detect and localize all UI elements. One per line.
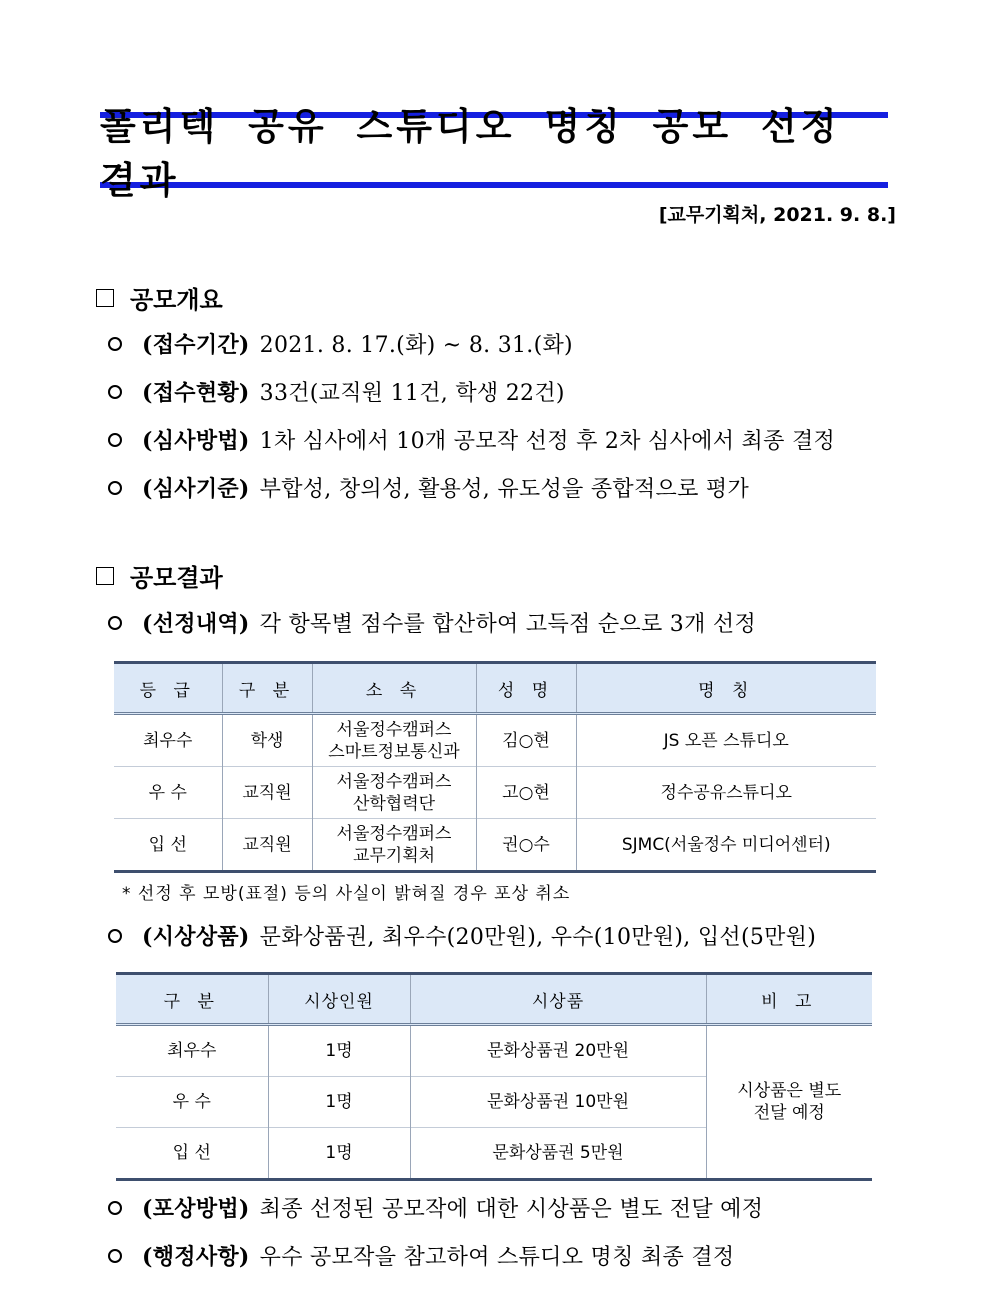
overview-item xyxy=(108,424,835,455)
header-affiliation: 소 속 xyxy=(312,663,476,714)
circle-bullet-icon xyxy=(108,385,122,399)
section-results xyxy=(96,558,223,593)
cell-name: 고○현 xyxy=(476,767,576,819)
item-label: (선정내역) xyxy=(142,611,250,637)
cell-title: 정수공유스튜디오 xyxy=(576,767,876,819)
affiliation-line: 서울정수캠퍼스 xyxy=(336,823,452,844)
circle-bullet-icon xyxy=(108,616,122,630)
header-remark: 비 고 xyxy=(706,974,872,1025)
footnote: * 선정 후 모방(표절) 등의 사실이 밝혀질 경우 포상 취소 xyxy=(122,884,571,904)
table-header-row xyxy=(116,974,872,1025)
circle-bullet-icon xyxy=(108,433,122,447)
item-text: 우수 공모작을 참고하여 스튜디오 명칭 최종 결정 xyxy=(259,1245,735,1270)
table-row xyxy=(114,819,876,872)
cell-prize: 문화상품권 10만원 xyxy=(410,1077,706,1128)
cell-category: 교직원 xyxy=(222,767,312,819)
cell-count: 1명 xyxy=(268,1025,410,1077)
table-row xyxy=(116,1025,872,1077)
prize-table xyxy=(116,972,872,1181)
circle-bullet-icon xyxy=(108,1249,122,1263)
item-text: 부합성, 창의성, 활용성, 유도성을 종합적으로 평가 xyxy=(259,477,750,502)
item-text: 최종 선정된 공모작에 대한 시상품은 별도 전달 예정 xyxy=(259,1197,764,1222)
cell-grade: 최우수 xyxy=(114,714,222,767)
header-category: 구 분 xyxy=(116,974,268,1025)
cell-title: SJMC(서울정수 미디어센터) xyxy=(576,819,876,872)
overview-item xyxy=(108,328,573,359)
section-overview xyxy=(96,280,223,315)
item-text: 2021. 8. 17.(화) ~ 8. 31.(화) xyxy=(259,333,573,358)
item-text: 33건(교직원 11건, 학생 22건) xyxy=(259,381,565,406)
square-bullet-icon xyxy=(96,289,114,307)
admin-item xyxy=(108,1240,734,1271)
selection-item xyxy=(108,607,756,638)
item-text: 각 항목별 점수를 합산하여 고득점 순으로 3개 선정 xyxy=(259,612,757,637)
cell-remark xyxy=(706,1025,872,1180)
cell-affiliation xyxy=(312,714,476,767)
cell-name: 권○수 xyxy=(476,819,576,872)
header-grade: 등 급 xyxy=(114,663,222,714)
table-row xyxy=(114,767,876,819)
header-prize: 시상품 xyxy=(410,974,706,1025)
affiliation-line: 산학협력단 xyxy=(352,793,436,814)
item-label: (포상방법) xyxy=(142,1196,250,1222)
cell-affiliation xyxy=(312,819,476,872)
remark-line: 시상품은 별도 xyxy=(737,1081,842,1101)
overview-item xyxy=(108,376,565,407)
results-table xyxy=(114,661,876,873)
title-box xyxy=(100,105,888,202)
circle-bullet-icon xyxy=(108,481,122,495)
section-heading: 공모개요 xyxy=(130,286,223,314)
header-name: 성 명 xyxy=(476,663,576,714)
affiliation-line: 서울정수캠퍼스 xyxy=(336,771,452,792)
header-title: 명 칭 xyxy=(576,663,876,714)
cell-prize: 문화상품권 5만원 xyxy=(410,1128,706,1180)
cell-count: 1명 xyxy=(268,1128,410,1180)
section-heading: 공모결과 xyxy=(130,564,223,592)
cell-category: 최우수 xyxy=(116,1025,268,1077)
circle-bullet-icon xyxy=(108,337,122,351)
cell-category: 교직원 xyxy=(222,819,312,872)
page-title: 폴리텍 공유 스튜디오 명칭 공모 선정 결과 xyxy=(100,105,841,202)
cell-category: 우 수 xyxy=(116,1077,268,1128)
header-count: 시상인원 xyxy=(268,974,410,1025)
remark-line: 전달 예정 xyxy=(753,1103,825,1123)
item-label: (행정사항) xyxy=(142,1244,250,1270)
affiliation-line: 서울정수캠퍼스 xyxy=(336,719,452,740)
cell-count: 1명 xyxy=(268,1077,410,1128)
cell-category: 학생 xyxy=(222,714,312,767)
item-text: 1차 심사에서 10개 공모작 선정 후 2차 심사에서 최종 결정 xyxy=(259,429,836,454)
circle-bullet-icon xyxy=(108,929,122,943)
item-label: (심사방법) xyxy=(142,428,250,454)
square-bullet-icon xyxy=(96,567,114,585)
item-label: (시상상품) xyxy=(142,924,250,950)
table-row xyxy=(114,714,876,767)
cell-name: 김○현 xyxy=(476,714,576,767)
overview-item xyxy=(108,472,749,503)
department-date: [교무기획처, 2021. 9. 8.] xyxy=(658,204,896,226)
cell-grade: 입 선 xyxy=(114,819,222,872)
award-item xyxy=(108,1192,763,1223)
affiliation-line: 교무기획처 xyxy=(352,845,436,866)
cell-affiliation xyxy=(312,767,476,819)
affiliation-line: 스마트정보통신과 xyxy=(328,741,460,762)
prize-item xyxy=(108,920,816,951)
item-label: (심사기준) xyxy=(142,476,250,502)
cell-title: JS 오픈 스튜디오 xyxy=(576,714,876,767)
cell-grade: 우 수 xyxy=(114,767,222,819)
table-header-row xyxy=(114,663,876,714)
item-label: (접수기간) xyxy=(142,332,250,358)
item-label: (접수현황) xyxy=(142,380,250,406)
cell-category: 입 선 xyxy=(116,1128,268,1180)
header-category: 구 분 xyxy=(222,663,312,714)
circle-bullet-icon xyxy=(108,1201,122,1215)
cell-prize: 문화상품권 20만원 xyxy=(410,1025,706,1077)
item-text: 문화상품권, 최우수(20만원), 우수(10만원), 입선(5만원) xyxy=(259,925,817,950)
